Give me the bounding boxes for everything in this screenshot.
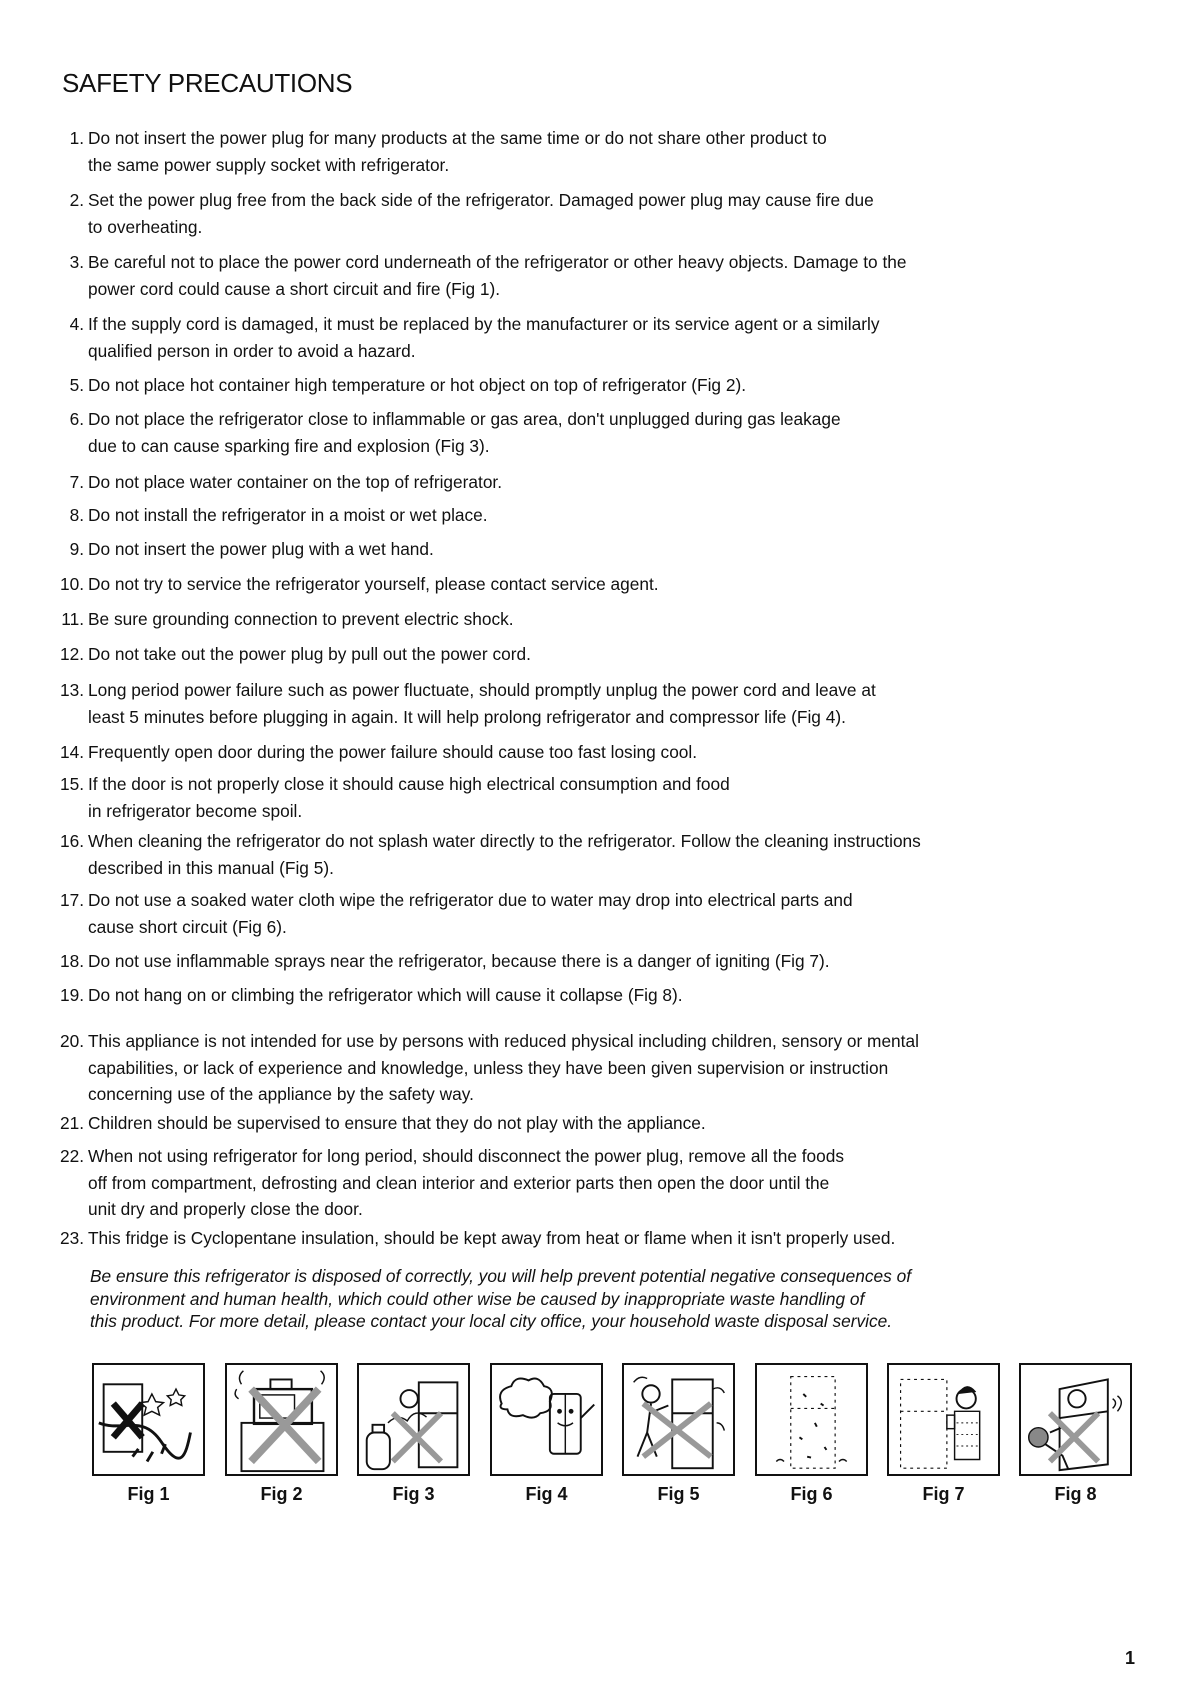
list-item-text: cause short circuit (Fig 6). <box>88 916 287 937</box>
list-item-text: If the door is not properly close it should cause high electrical consumption and food <box>88 774 730 794</box>
list-item-number: 1. <box>69 128 84 148</box>
figure-caption: Fig 7 <box>922 1484 965 1504</box>
list-item-text: Long period power failure such as power fluctuate, should promptly unplug the power cord and leave at <box>88 680 876 700</box>
list-item-number: 10. <box>59 574 84 594</box>
figure-5 <box>622 1363 735 1505</box>
list-item-text: This appliance is not intended for use by persons with reduced physical including children, sensory or mental <box>88 1031 919 1051</box>
list-item-text: off from compartment, defrosting and clean interior and exterior parts then open the door until the <box>88 1172 830 1193</box>
inflammable-spray-fridge-icon <box>887 1363 1000 1476</box>
list-item-number: 4. <box>69 314 84 334</box>
list-item-number: 2. <box>69 190 84 210</box>
list-item-number: 18. <box>59 951 84 971</box>
figure-caption: Fig 6 <box>790 1484 833 1504</box>
list-item-text: Do not insert the power plug with a wet hand. <box>88 539 434 559</box>
list-item-text: unit dry and properly close the door. <box>88 1199 363 1220</box>
wet-cloth-fridge-icon <box>755 1363 868 1476</box>
list-item-number: 6. <box>69 409 84 429</box>
list-item-text: Be careful not to place the power cord underneath of the refrigerator or other heavy objects. Damage to the <box>88 252 907 272</box>
page-title: SAFETY PRECAUTIONS <box>62 68 353 98</box>
list-item-number: 11. <box>61 609 84 629</box>
list-item-text: in refrigerator become spoil. <box>88 800 303 821</box>
list-item-number: 19. <box>59 985 84 1005</box>
gas-leak-fridge-icon <box>357 1363 470 1476</box>
list-item-text: Do not insert the power plug for many products at the same time or do not share other product to <box>88 128 827 148</box>
list-item-text: If the supply cord is damaged, it must be replaced by the manufacturer or its service agent or a similarly <box>88 314 880 334</box>
figure-3 <box>357 1363 470 1505</box>
list-item-number: 7. <box>69 472 84 492</box>
figure-caption: Fig 3 <box>392 1484 435 1504</box>
list-item-text: qualified person in order to avoid a hazard. <box>88 340 416 361</box>
list-item-text: due to can cause sparking fire and explosion (Fig 3). <box>88 435 490 456</box>
list-item-text: described in this manual (Fig 5). <box>88 857 334 878</box>
figure-2 <box>225 1363 338 1505</box>
page-number: 1 <box>1125 1648 1136 1668</box>
figure-caption: Fig 5 <box>657 1484 700 1504</box>
list-item-number: 20. <box>59 1031 84 1051</box>
water-splash-fridge-icon <box>622 1363 735 1476</box>
list-item-number: 17. <box>59 890 84 910</box>
list-item-text: Children should be supervised to ensure that they do not play with the appliance. <box>88 1113 706 1133</box>
list-item-text: least 5 minutes before plugging in again. It will help prolong refrigerator and compressor life (Fig 4). <box>88 706 846 727</box>
figure-caption: Fig 2 <box>260 1484 303 1504</box>
figure-8 <box>1019 1363 1132 1505</box>
list-item-text: Do not place water container on the top of refrigerator. <box>88 472 503 492</box>
list-item-number: 13. <box>59 680 84 700</box>
list-item-text: Do not place the refrigerator close to inflammable or gas area, don't unplugged during gas leakage <box>88 409 841 429</box>
unplug-wait-fridge-icon <box>490 1363 603 1476</box>
list-item-number: 23. <box>59 1228 84 1248</box>
list-item-number: 21. <box>59 1113 84 1133</box>
list-item-text: capabilities, or lack of experience and knowledge, unless they have been given supervision or instruction <box>88 1057 889 1078</box>
hot-object-on-fridge-icon <box>225 1363 338 1476</box>
list-item-text: concerning use of the appliance by the safety way. <box>88 1084 474 1105</box>
list-item-number: 8. <box>69 505 84 525</box>
power-cord-under-fridge-icon <box>92 1363 205 1476</box>
list-item-text: Do not install the refrigerator in a moist or wet place. <box>88 505 488 525</box>
list-item-text: Do not take out the power plug by pull out the power cord. <box>88 644 531 664</box>
list-item-text: power cord could cause a short circuit and fire (Fig 1). <box>88 278 501 299</box>
list-item-text: When cleaning the refrigerator do not splash water directly to the refrigerator. Follow the cleaning instructions <box>88 831 921 851</box>
list-item-text: Do not use inflammable sprays near the refrigerator, because there is a danger of igniting (Fig 7). <box>88 951 830 971</box>
climbing-fridge-icon <box>1019 1363 1132 1476</box>
figure-1 <box>92 1363 205 1505</box>
list-item-text: Do not hang on or climbing the refrigerator which will cause it collapse (Fig 8). <box>88 985 683 1005</box>
list-item-text: When not using refrigerator for long period, should disconnect the power plug, remove all the foods <box>88 1146 845 1166</box>
list-item-text: Do not place hot container high temperature or hot object on top of refrigerator (Fig 2). <box>88 375 747 395</box>
disposal-note: Be ensure this refrigerator is disposed of correctly, you will help prevent potential negative consequences of environment and human health, which could other wise be caused by inappropriate waste handling of this product. For more detail, please contact your local city office, your household waste disposal service. <box>90 1266 911 1331</box>
list-item-text: This fridge is Cyclopentane insulation, should be kept away from heat or flame when it isn't properly used. <box>88 1228 896 1248</box>
figure-7 <box>887 1363 1000 1505</box>
figure-6 <box>755 1363 868 1505</box>
list-item-text: Frequently open door during the power failure should cause too fast losing cool. <box>88 742 698 762</box>
list-item-text: Do not try to service the refrigerator yourself, please contact service agent. <box>88 574 659 594</box>
list-item-number: 16. <box>59 831 84 851</box>
list-item-text: Do not use a soaked water cloth wipe the refrigerator due to water may drop into electrical parts and <box>88 890 853 910</box>
list-item-number: 14. <box>59 742 84 762</box>
list-item-text: Set the power plug free from the back side of the refrigerator. Damaged power plug may cause fire due <box>88 190 874 210</box>
list-item-text: Be sure grounding connection to prevent electric shock. <box>88 609 514 629</box>
list-item-number: 15. <box>59 774 84 794</box>
list-item-text: the same power supply socket with refrigerator. <box>88 154 450 175</box>
list-item-number: 12. <box>59 644 84 664</box>
figure-caption: Fig 8 <box>1054 1484 1097 1504</box>
list-item-number: 22. <box>59 1146 84 1166</box>
list-item-number: 5. <box>69 375 84 395</box>
list-item-text: to overheating. <box>88 216 203 237</box>
figure-caption: Fig 4 <box>525 1484 568 1504</box>
figure-4 <box>490 1363 603 1505</box>
list-item-number: 3. <box>69 252 84 272</box>
list-item-number: 9. <box>69 539 84 559</box>
figure-caption: Fig 1 <box>127 1484 170 1504</box>
